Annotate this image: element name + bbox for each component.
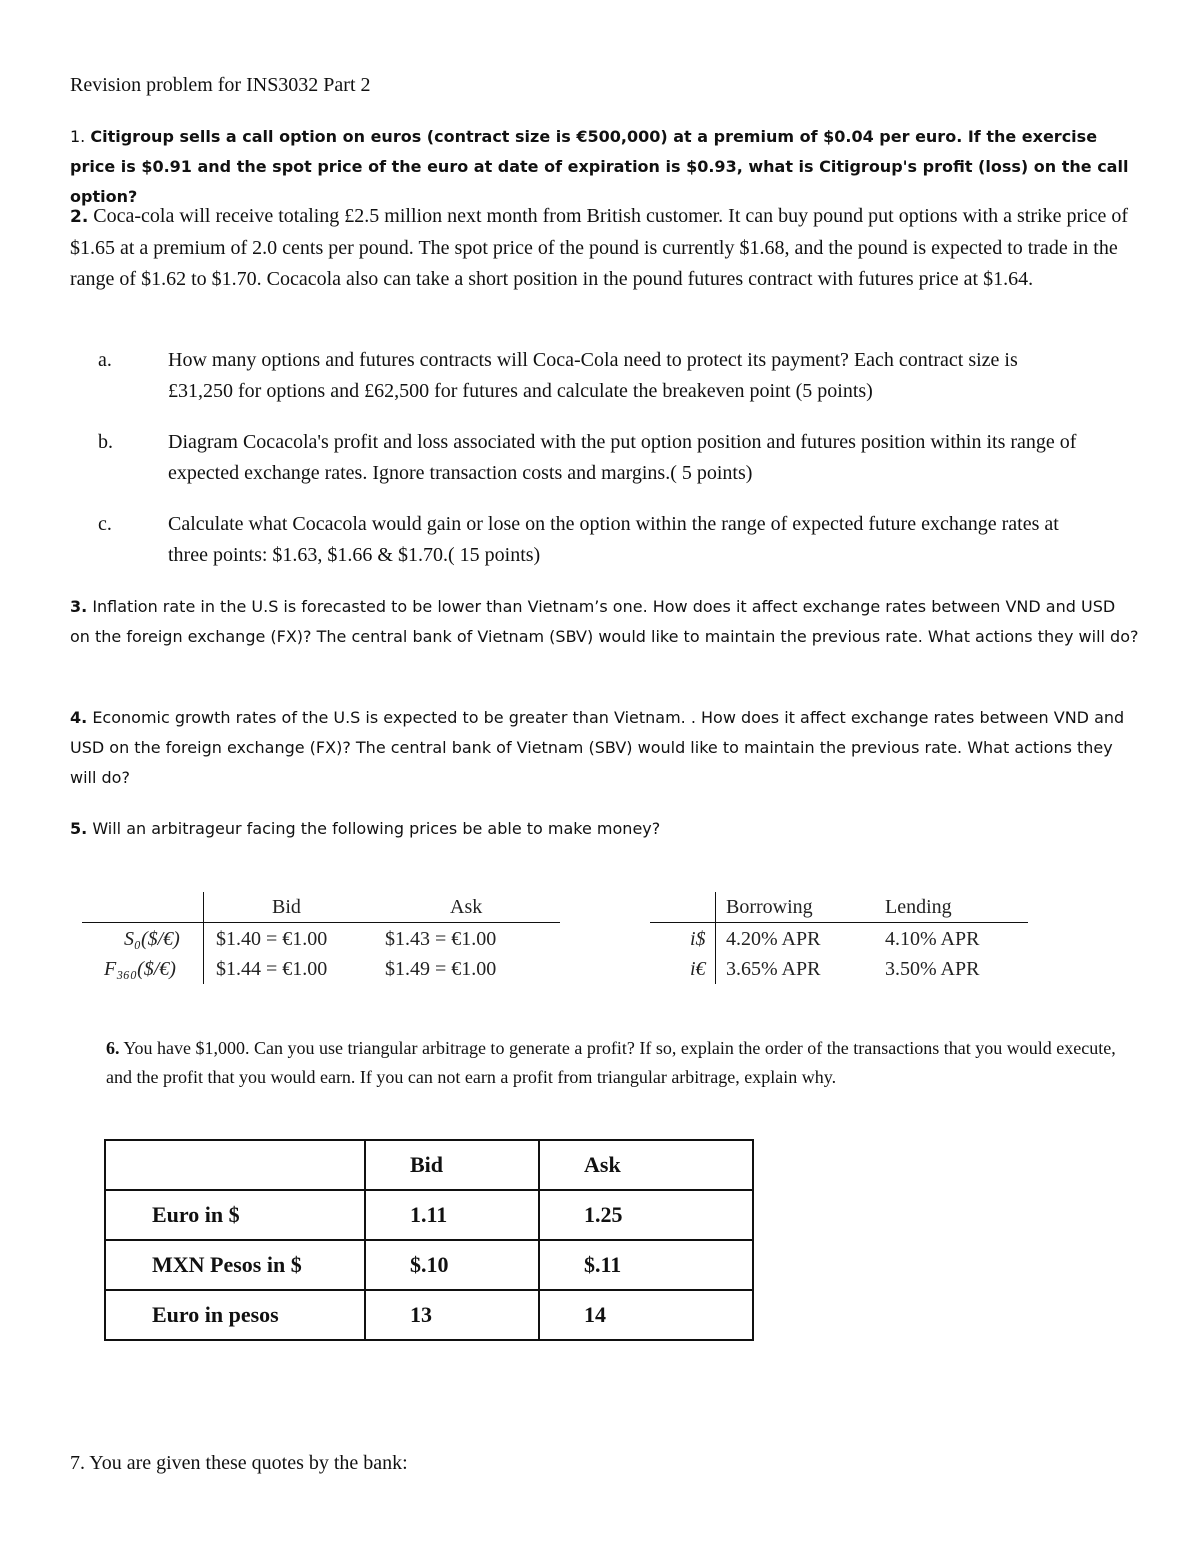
question-text: Will an arbitrageur facing the following prices be able to make money?	[92, 819, 661, 838]
question-number: 2.	[70, 207, 89, 227]
table-row	[105, 1190, 753, 1240]
header-cell-empty	[105, 1140, 365, 1190]
question-5	[70, 814, 1140, 844]
bid-cell: 13	[365, 1290, 539, 1340]
header-cell-bid: Bid	[365, 1140, 539, 1190]
ask-cell: $.11	[539, 1240, 753, 1290]
question-text: Citigroup sells a call option on euros (contract size is €500,000) at a premium of $0.04 per euro. If the exercise price is $0.91 and the spot price of the euro at date of expiration is $0.93, what is Citigroup's profit (loss) on the call option?	[70, 127, 1129, 206]
question-text: Inflation rate in the U.S is forecasted to be lower than Vietnam’s one. How does it affect exchange rates between VND and USD on the foreign exchange (FX)? The central bank of Vietnam (SBV) would like to maintain the previous rate. What actions they will do?	[70, 597, 1139, 646]
item-text: How many options and futures contracts will Coca-Cola need to protect its payment? Each contract size is £31,250 for options and £62,500 for futures and calculate the breakeven point (5 points)	[168, 349, 1018, 402]
question-number: 6.	[106, 1038, 120, 1058]
document-title: Revision problem for INS3032 Part 2	[70, 74, 371, 96]
question-number: 3.	[70, 597, 88, 616]
question-text: You have $1,000. Can you use triangular arbitrage to generate a profit? If so, explain the order of the transactions that you would execute, and the profit that you would earn. If you can not earn a profit from triangular arbitrage, explain why.	[106, 1038, 1116, 1087]
usd-lending-rate: 4.10% APR	[885, 928, 980, 950]
table-row	[105, 1290, 753, 1340]
row-label: Euro in pesos	[105, 1290, 365, 1340]
question-7	[70, 1452, 408, 1475]
forward-bid: $1.44 = €1.00	[216, 958, 328, 980]
table-divider	[203, 892, 204, 984]
column-header-lending: Lending	[885, 896, 952, 918]
row-label: Euro in $	[105, 1190, 365, 1240]
question-number: 5.	[70, 819, 88, 838]
row-label: MXN Pesos in $	[105, 1240, 365, 1290]
bid-cell: $.10	[365, 1240, 539, 1290]
question-text: Coca-cola will receive totaling £2.5 million next month from British customer. It can buy pound put options with a strike price of $1.65 at a premium of 2.0 cents per pound. The spot price of the pound is currently $1.68, and the pound is expected to trade in the range of $1.62 to $1.70. Cocacola also can take a short position in the pound futures contract with futures price at $1.64.	[70, 205, 1129, 290]
question-text: Economic growth rates of the U.S is expected to be greater than Vietnam. . How does it affect exchange rates between VND and USD on the foreign exchange (FX)? The central bank of Vietnam (SBV) would like to maintain the previous rate. What actions they will do?	[70, 708, 1125, 787]
ask-cell: 14	[539, 1290, 753, 1340]
column-header-bid: Bid	[272, 896, 301, 918]
question-text: You are given these quotes by the bank:	[89, 1452, 408, 1474]
column-header-borrowing: Borrowing	[726, 896, 813, 918]
item-letter: c.	[98, 513, 112, 535]
triangular-arbitrage-table	[104, 1139, 754, 1341]
table-divider	[650, 922, 1028, 923]
table-row	[105, 1240, 753, 1290]
item-text: Calculate what Cocacola would gain or lose on the option within the range of expected future exchange rates at three points: $1.63, $1.66 & $1.70.( 15 points)	[168, 513, 1059, 566]
question-number: 7.	[70, 1452, 85, 1474]
spot-ask: $1.43 = €1.00	[385, 928, 497, 950]
question-number: 4.	[70, 708, 88, 727]
header-cell-ask: Ask	[539, 1140, 753, 1190]
item-letter: b.	[98, 431, 113, 453]
item-text: Diagram Cocacola's profit and loss associated with the put option position and futures position within its range of expected exchange rates. Ignore transaction costs and margins.( 5 points)	[168, 431, 1077, 484]
question-6	[106, 1034, 1116, 1092]
bid-cell: 1.11	[365, 1190, 539, 1240]
row-label-forward: F₃₆₀($/€)	[104, 958, 176, 980]
row-label-usd-rate: i$	[690, 928, 706, 950]
question-1	[70, 122, 1140, 212]
forward-ask: $1.49 = €1.00	[385, 958, 497, 980]
item-letter: a.	[98, 349, 112, 371]
ask-cell: 1.25	[539, 1190, 753, 1240]
eur-borrowing-rate: 3.65% APR	[726, 958, 821, 980]
table-header-row	[105, 1140, 753, 1190]
table-divider	[715, 892, 716, 984]
row-label-eur-rate: i€	[690, 958, 706, 980]
eur-lending-rate: 3.50% APR	[885, 958, 980, 980]
question-2	[70, 201, 1140, 295]
question-3	[70, 592, 1140, 652]
question-number: 1.	[70, 127, 86, 146]
column-header-ask: Ask	[450, 896, 483, 918]
question-4	[70, 703, 1140, 793]
table-divider	[82, 922, 560, 923]
row-label-spot: S₀($/€)	[124, 928, 180, 950]
spot-bid: $1.40 = €1.00	[216, 928, 328, 950]
usd-borrowing-rate: 4.20% APR	[726, 928, 821, 950]
